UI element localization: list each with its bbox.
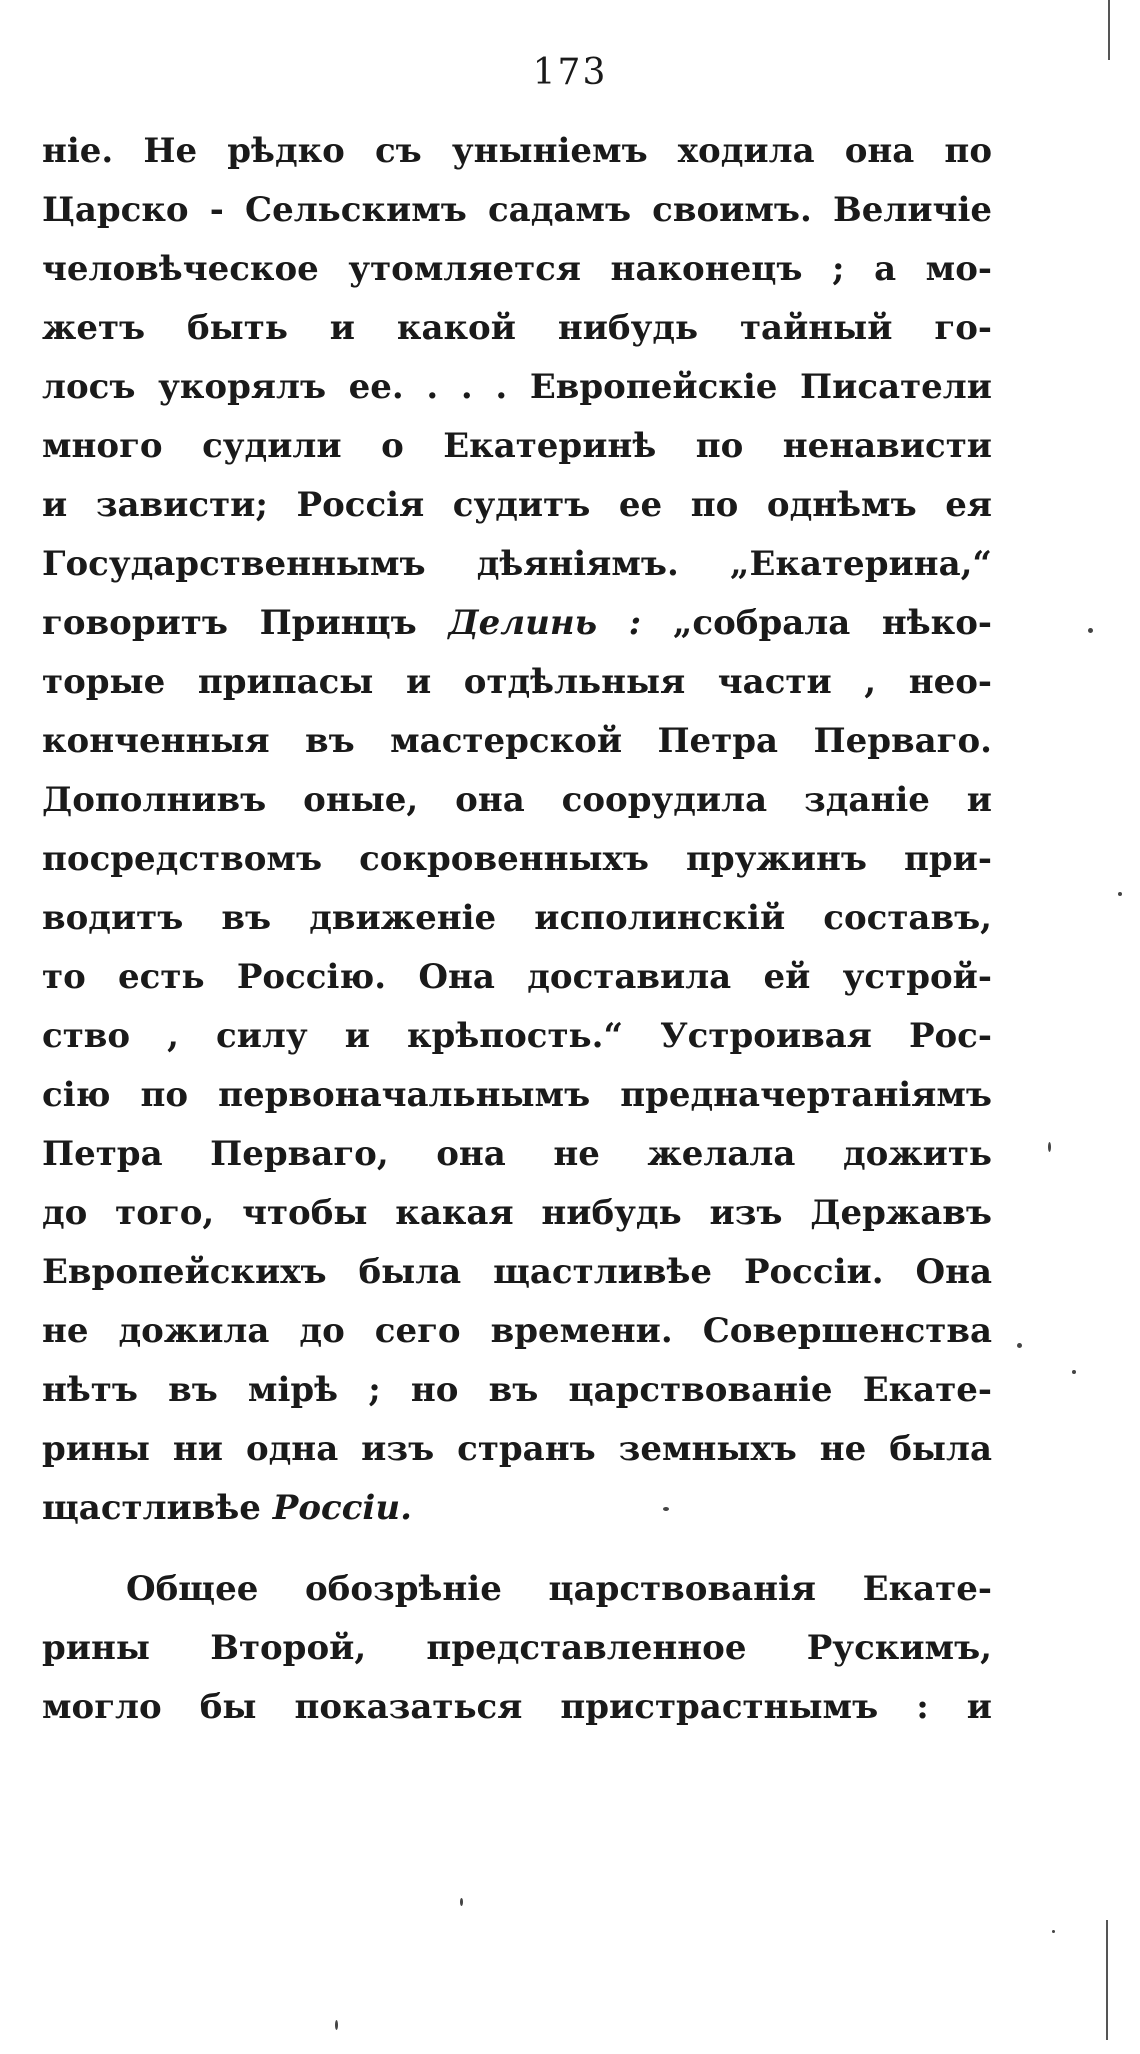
scan-speck <box>1072 1370 1076 1374</box>
text-line: водитъ въ движеніе исполинскій составъ, <box>42 898 992 938</box>
text-line: и зависти; Россія судитъ ее по однѣмъ ея <box>42 485 992 525</box>
page-edge-line <box>1108 0 1110 60</box>
text-line: рины Второй, представленное Рускимъ, <box>42 1628 992 1668</box>
text-segment: „собрала нѣко- <box>641 603 992 643</box>
page-number: 173 <box>532 52 608 93</box>
text-line: Петра Перваго, она не желала дожить <box>42 1134 992 1174</box>
scan-speck <box>663 1507 669 1511</box>
scan-speck <box>1017 1343 1022 1348</box>
text-line: Государственнымъ дѣяніямъ. „Екатерина,“ <box>42 544 992 584</box>
text-line-with-italic <box>42 594 992 653</box>
text-line: до того, чтобы какая нибудь изъ Державъ <box>42 1193 992 1233</box>
paragraph-start-line: Общее обозрѣніе царствованія Екате- <box>126 1569 992 1609</box>
text-segment: говоритъ Принцъ <box>42 603 449 643</box>
page-edge-line <box>1106 1920 1108 2040</box>
text-line: много судили о Екатеринѣ по ненависти <box>42 426 992 466</box>
text-line: Царско - Сельскимъ садамъ своимъ. Величіе <box>42 190 992 230</box>
paragraph-end-line <box>42 1479 992 1538</box>
text-line: жетъ быть и какой нибудь тайный го- <box>42 308 992 348</box>
body-text <box>42 122 992 1737</box>
scan-speck <box>1052 1930 1055 1933</box>
scan-speck <box>1118 892 1122 896</box>
text-line: Дополнивъ оные, она соорудила зданіе и <box>42 780 992 820</box>
text-line: могло бы показаться пристрастнымъ : и <box>42 1687 992 1727</box>
text-line: нѣтъ въ мірѣ ; но въ царствованіе Екате- <box>42 1370 992 1410</box>
text-line: ство , силу и крѣпость.“ Устроивая Рос- <box>42 1016 992 1056</box>
text-line: рины ни одна изъ странъ земныхъ не была <box>42 1429 992 1469</box>
text-line: Европейскихъ была щастливѣе Россіи. Она <box>42 1252 992 1292</box>
italic-name: Делинь : <box>448 603 642 643</box>
text-line: то есть Россію. Она доставила ей устрой- <box>42 957 992 997</box>
text-line: сію по первоначальнымъ предначертаніямъ <box>42 1075 992 1115</box>
text-line: конченныя въ мастерской Петра Перваго. <box>42 721 992 761</box>
text-line: ніе. Не рѣдко съ уныніемъ ходила она по <box>42 131 992 171</box>
text-line: торые припасы и отдѣльныя части , нео- <box>42 662 992 702</box>
scan-speck <box>335 2020 338 2030</box>
text-line: человѣческое утомляется наконецъ ; а мо- <box>42 249 992 289</box>
scan-speck <box>460 1898 463 1906</box>
text-segment: щастливѣе <box>42 1488 273 1528</box>
text-line: не дожила до сего времени. Совершенства <box>42 1311 992 1351</box>
text-line: посредствомъ сокровенныхъ пружинъ при- <box>42 839 992 879</box>
italic-word: Россіи. <box>272 1488 412 1528</box>
scan-speck <box>1088 628 1093 633</box>
scan-speck <box>1048 1142 1051 1152</box>
text-line: лосъ укорялъ ее. . . . Европейскіе Писатели <box>42 367 992 407</box>
